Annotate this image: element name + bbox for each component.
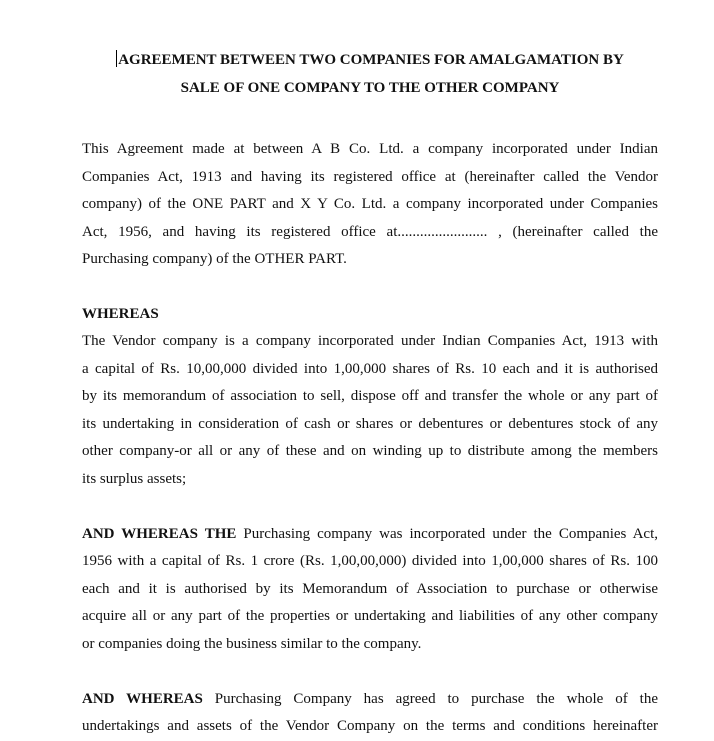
and-whereas-2-line-1-text: Purchasing Company has agreed to purchase the whole of the [202,690,658,707]
and-whereas-1-line-4: acquire all or any part of the properties or undertaking and liabilities of any other company [82,608,658,624]
whereas-line-5: other company-or all or any of these and on winding up to distribute among the members [82,443,658,459]
and-whereas-1-line-1 [82,521,658,549]
and-whereas-2-line-1 [82,686,658,714]
intro-line-5: Purchasing company) of the OTHER PART. [82,251,347,267]
agreement-document [82,46,658,741]
intro-line-2: Companies Act, 1913 and having its registered office at (hereinafter called the Vendor [82,168,658,185]
intro-paragraph [82,136,658,274]
title-line-1-text: AGREEMENT BETWEEN TWO COMPANIES FOR AMALGAMATION BY [118,52,624,68]
intro-line-3: company) of the ONE PART and X Y Co. Ltd. a company incorporated under Companies [82,196,658,212]
and-whereas-1-lead: AND WHEREAS THE [82,525,237,542]
document-title [82,46,658,102]
whereas-line-6: its surplus assets; [82,470,187,487]
and-whereas-1-line-5: or companies doing the business similar to the company. [82,635,422,652]
whereas-line-1: The Vendor company is a company incorporated under Indian Companies Act, 1913 with [82,333,658,349]
and-whereas-2-lead: AND WHEREAS [82,690,203,707]
and-whereas-paragraph-1 [82,521,658,659]
whereas-paragraph [82,328,658,493]
and-whereas-1-line-2: 1956 with a capital of Rs. 1 crore (Rs. 1,00,00,000) divided into 1,00,000 shares of Rs. 100 [82,553,658,569]
whereas-heading: WHEREAS [82,305,159,322]
and-whereas-1-line-3: each and it is authorised by its Memorandum of Association to purchase or otherwise [82,580,658,597]
and-whereas-1-line-1-text: Purchasing company was incorporated under the Companies Act, [236,525,658,542]
intro-line-4: Act, 1956, and having its registered office at........................ , (hereinafter called the [82,223,658,240]
and-whereas-2-line-2: undertakings and assets of the Vendor Company on the terms and conditions hereinafter [82,718,658,734]
whereas-line-2: a capital of Rs. 10,00,000 divided into 1,00,000 shares of Rs. 10 each and it is authorised [82,360,658,377]
title-line-2: SALE OF ONE COMPANY TO THE OTHER COMPANY [180,80,560,96]
and-whereas-paragraph-2 [82,686,658,741]
intro-line-1: This Agreement made at between A B Co. Ltd. a company incorporated under Indian [82,141,658,157]
whereas-line-3: by its memorandum of association to sell, dispose off and transfer the whole or any part of [82,388,658,404]
whereas-line-4: its undertaking in consideration of cash or shares or debentures or debentures stock of any [82,415,658,432]
title-line-1 [82,46,658,74]
